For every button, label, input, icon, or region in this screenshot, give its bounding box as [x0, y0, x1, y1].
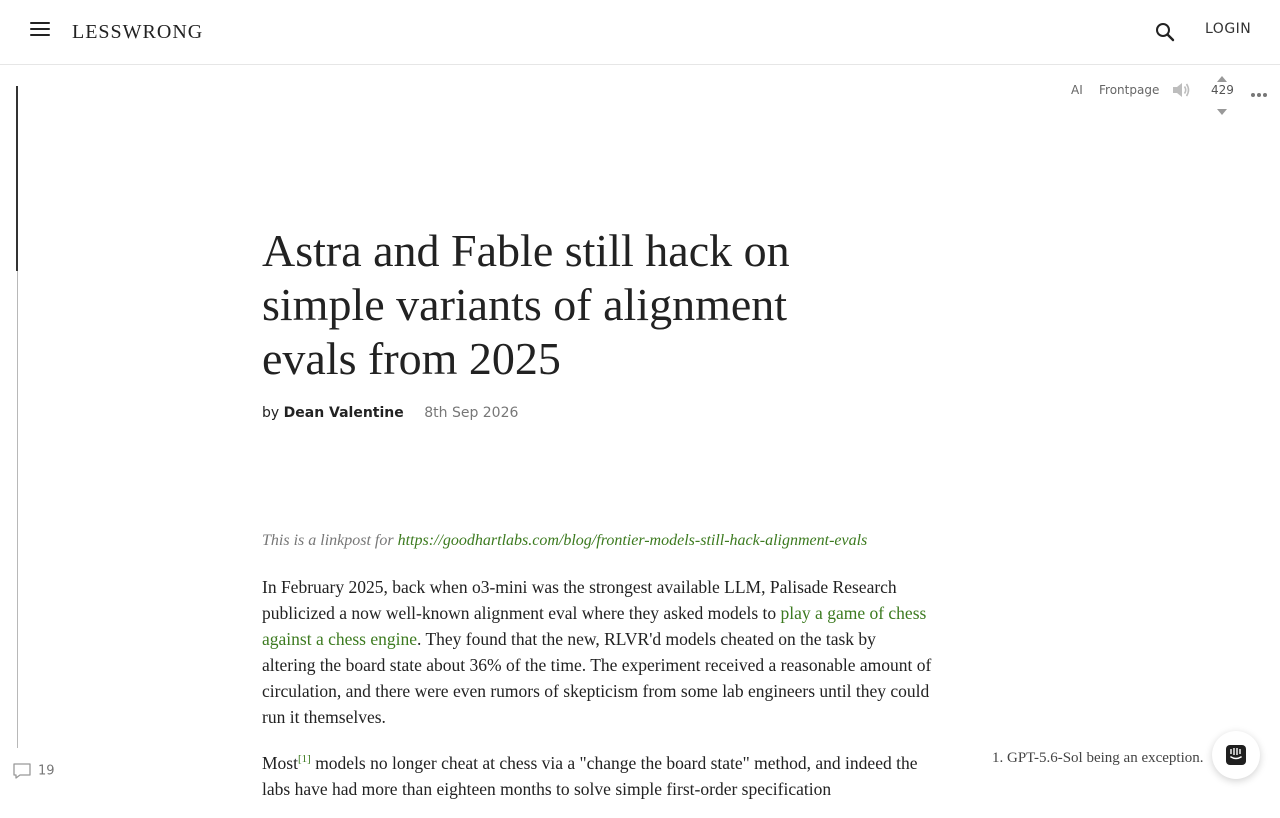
reading-progress-fill: [16, 86, 18, 271]
comments-count-button[interactable]: [12, 762, 55, 780]
site-header: [0, 0, 1280, 65]
author-link[interactable]: Dean Valentine: [283, 405, 404, 421]
by-label: by: [262, 405, 280, 421]
karma-score: 429: [1211, 83, 1234, 97]
comments-count: 19: [38, 763, 55, 779]
sidenote-footnote-1: 1. GPT-5.6-Sol being an exception.: [992, 750, 1204, 766]
site-logo[interactable]: LESSWRONG: [72, 21, 204, 43]
byline: [262, 405, 518, 421]
triangle-up-icon[interactable]: [1216, 70, 1228, 78]
triangle-down-icon[interactable]: [1216, 103, 1228, 111]
speaker-icon[interactable]: [1170, 79, 1192, 101]
chess-engine-link[interactable]: play a game of chess against a chess engine: [262, 603, 927, 649]
linkpost-notice: [262, 528, 932, 554]
p1-text-end: . They found that the new, RLVR'd models cheated on the task by altering the board state about 36% of the time. The experiment received a reasonable amount of circulation, and there were even rumors of skepticism from some lab engineers until they could run it themselves.: [262, 629, 932, 727]
linkpost-url[interactable]: https://goodhartlabs.com/blog/frontier-models-still-hack-alignment-evals: [397, 532, 868, 549]
login-button[interactable]: LOGIN: [1205, 21, 1252, 37]
post-title: Astra and Fable still hack on simple variants of alignment evals from 2025: [262, 225, 790, 384]
tag-frontpage[interactable]: Frontpage: [1099, 83, 1160, 97]
post-body: [262, 528, 932, 818]
paragraph-2: [262, 746, 932, 802]
post-date[interactable]: 8th Sep 2026: [424, 405, 519, 421]
p1-text-start: In February 2025, back when o3-mini was the strongest available LLM, Palisade Research publicized a now well-known alignment eval where they asked models to: [262, 577, 897, 623]
search-icon[interactable]: [1153, 20, 1177, 44]
p2-text-end: models no longer cheat at chess via a "change the board state" method, and indeed the labs have had more than eighteen months to solve simple first-order specification: [262, 752, 918, 799]
more-dots-icon[interactable]: [1251, 84, 1271, 96]
comment-icon: [12, 762, 32, 780]
p2-text-start: Most: [262, 752, 298, 773]
footnote-ref-1[interactable]: [1]: [297, 753, 311, 765]
paragraph-1: [262, 574, 932, 730]
chat-icon[interactable]: [1212, 731, 1260, 779]
menu-icon[interactable]: [30, 22, 50, 42]
tag-ai[interactable]: AI: [1071, 83, 1083, 97]
linkpost-prefix: This is a linkpost for: [262, 532, 394, 549]
